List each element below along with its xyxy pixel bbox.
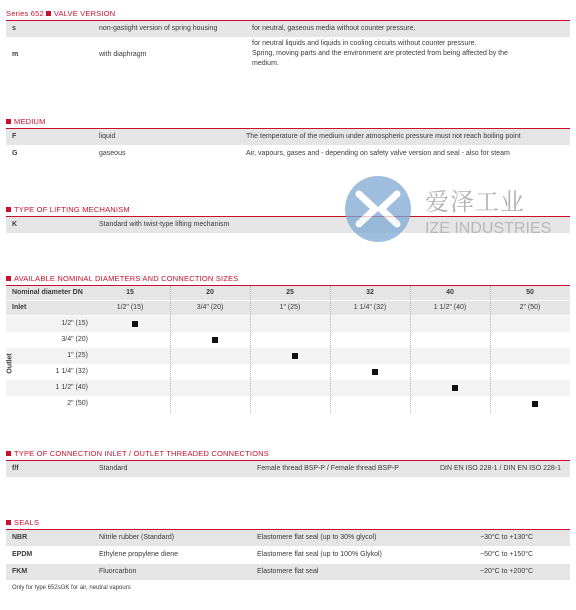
table-row	[6, 38, 570, 73]
table-row	[6, 21, 570, 38]
row-name: Fluorcarbon	[99, 568, 137, 575]
inlet-size: 3/4" (20)	[196, 304, 224, 311]
seals-header	[6, 515, 570, 530]
watermark-cn: 爱泽工业	[425, 189, 525, 216]
outlet-size: 1 1/2" (40)	[55, 384, 88, 391]
connections-section	[6, 446, 570, 478]
series-label: Series 652	[6, 9, 44, 18]
outlet-row	[6, 364, 570, 380]
row-desc: for neutral, gaseous media without counter pressure.	[252, 25, 416, 32]
inlet-label: Inlet	[12, 304, 27, 311]
red-square-icon	[6, 276, 11, 281]
row-standard: DIN EN ISO 228-1 / DIN EN ISO 228-1	[440, 465, 561, 472]
dn-value: 50	[526, 289, 534, 296]
lifting-header	[6, 202, 570, 217]
row-desc: The temperature of the medium under atmospheric pressure must not reach boiling point	[246, 133, 521, 140]
table-row	[6, 547, 570, 564]
red-square-icon	[6, 451, 11, 456]
outlet-row	[6, 348, 570, 364]
row-name: liquid	[99, 133, 116, 140]
row-temp: −30°C to +130°C	[480, 534, 534, 541]
inlet-size: 1 1/2" (40)	[433, 304, 467, 311]
dn-value: 20	[206, 289, 214, 296]
outlet-size: 2" (50)	[67, 400, 88, 407]
row-desc-line3: medium.	[252, 60, 279, 67]
diameters-section	[6, 271, 570, 416]
footnote: Only for type 652sGK for air, neutral vapours	[12, 585, 131, 591]
availability-mark	[212, 337, 218, 343]
connections-title: TYPE OF CONNECTION INLET / OUTLET THREADED CONNECTIONS	[6, 449, 269, 458]
inlet-size: 1/2" (15)	[116, 304, 144, 311]
dn-value: 40	[446, 289, 454, 296]
connections-header	[6, 446, 570, 461]
red-square-icon	[6, 207, 11, 212]
row-name: Standard with twist-type lifting mechanism	[99, 221, 230, 228]
diameters-title: AVAILABLE NOMINAL DIAMETERS AND CONNECTION SIZES	[6, 274, 239, 283]
red-square-icon	[46, 11, 51, 16]
availability-mark	[292, 353, 298, 359]
medium-title: MEDIUM	[6, 117, 46, 126]
outlet-size: 1" (25)	[67, 352, 88, 359]
row-name: gaseous	[99, 150, 126, 157]
nominal-label: Nominal diameter DN	[12, 289, 83, 296]
dn-header-row	[6, 286, 570, 300]
lifting-section	[6, 202, 570, 234]
valve-version-header	[6, 6, 570, 21]
availability-mark	[452, 385, 458, 391]
column-divider	[490, 286, 491, 412]
availability-mark	[372, 369, 378, 375]
valve-version-title: Series 652 VALVE VERSION	[6, 9, 116, 18]
red-square-icon	[6, 520, 11, 525]
medium-header	[6, 114, 570, 129]
row-temp: −50°C to +150°C	[480, 551, 534, 558]
lifting-title: TYPE OF LIFTING MECHANISM	[6, 205, 130, 214]
table-row	[6, 564, 570, 581]
row-desc: Female thread BSP-P / Female thread BSP-P	[257, 465, 399, 472]
row-code: m	[12, 51, 19, 58]
medium-section	[6, 114, 570, 163]
outlet-row	[6, 332, 570, 348]
column-divider	[410, 286, 411, 412]
row-desc: Air, vapours, gases and - depending on safety valve version and seal - also for steam	[246, 150, 510, 157]
outlet-row	[6, 396, 570, 412]
row-code: EPDM	[12, 551, 33, 558]
row-code: NBR	[12, 534, 28, 541]
row-code: K	[12, 221, 18, 228]
dn-value: 32	[366, 289, 374, 296]
valve-version-section	[6, 6, 570, 73]
table-row	[6, 146, 570, 163]
outlet-row	[6, 316, 570, 332]
red-square-icon	[6, 119, 11, 124]
table-row	[6, 217, 570, 234]
outlet-row	[6, 380, 570, 396]
inlet-size: 1 1/4" (32)	[353, 304, 387, 311]
row-desc: Elastomere flat seal (up to 30% glycol)	[257, 534, 377, 541]
row-name: Nitrile rubber (Standard)	[99, 534, 175, 541]
dn-value: 25	[286, 289, 294, 296]
column-divider	[330, 286, 331, 412]
inlet-row	[6, 301, 570, 315]
dn-value: 15	[126, 289, 134, 296]
outlet-label: Outlet	[6, 353, 14, 374]
row-desc-line1: for neutral liquids and liquids in cooling circuits without counter pressure.	[252, 40, 477, 47]
row-name: Standard	[99, 465, 128, 472]
footnote-row	[6, 581, 570, 596]
outlet-size: 1 1/4" (32)	[55, 368, 88, 375]
inlet-size: 2" (50)	[519, 304, 541, 311]
row-code: FKM	[12, 568, 28, 575]
seals-section	[6, 515, 570, 596]
inlet-size: 1" (25)	[279, 304, 301, 311]
outlet-size: 3/4" (20)	[61, 336, 88, 343]
table-row	[6, 129, 570, 146]
column-divider	[250, 286, 251, 412]
row-code: G	[12, 150, 18, 157]
table-row	[6, 461, 570, 478]
seals-title: SEALS	[6, 518, 39, 527]
table-row	[6, 530, 570, 547]
availability-mark	[532, 401, 538, 407]
availability-mark	[132, 321, 138, 327]
row-temp: −20°C to +200°C	[480, 568, 534, 575]
row-desc: Elastomere flat seal (up to 100% Glykol)	[257, 551, 382, 558]
row-name: non-gastight version of spring housing	[99, 25, 218, 32]
row-name: Ethylene propylene diene	[99, 551, 179, 558]
row-name: with diaphragm	[99, 51, 147, 58]
column-divider	[170, 286, 171, 412]
row-code: s	[12, 25, 16, 32]
watermark-en: IZE INDUSTRIES	[425, 220, 552, 237]
outlet-size: 1/2" (15)	[61, 320, 88, 327]
row-code: f/f	[12, 465, 19, 472]
row-code: F	[12, 133, 17, 140]
row-desc: Elastomere flat seal	[257, 568, 319, 575]
diameters-header	[6, 271, 570, 286]
row-desc-line2: Spring, moving parts and the environment are protected from being affected by the	[252, 50, 508, 57]
